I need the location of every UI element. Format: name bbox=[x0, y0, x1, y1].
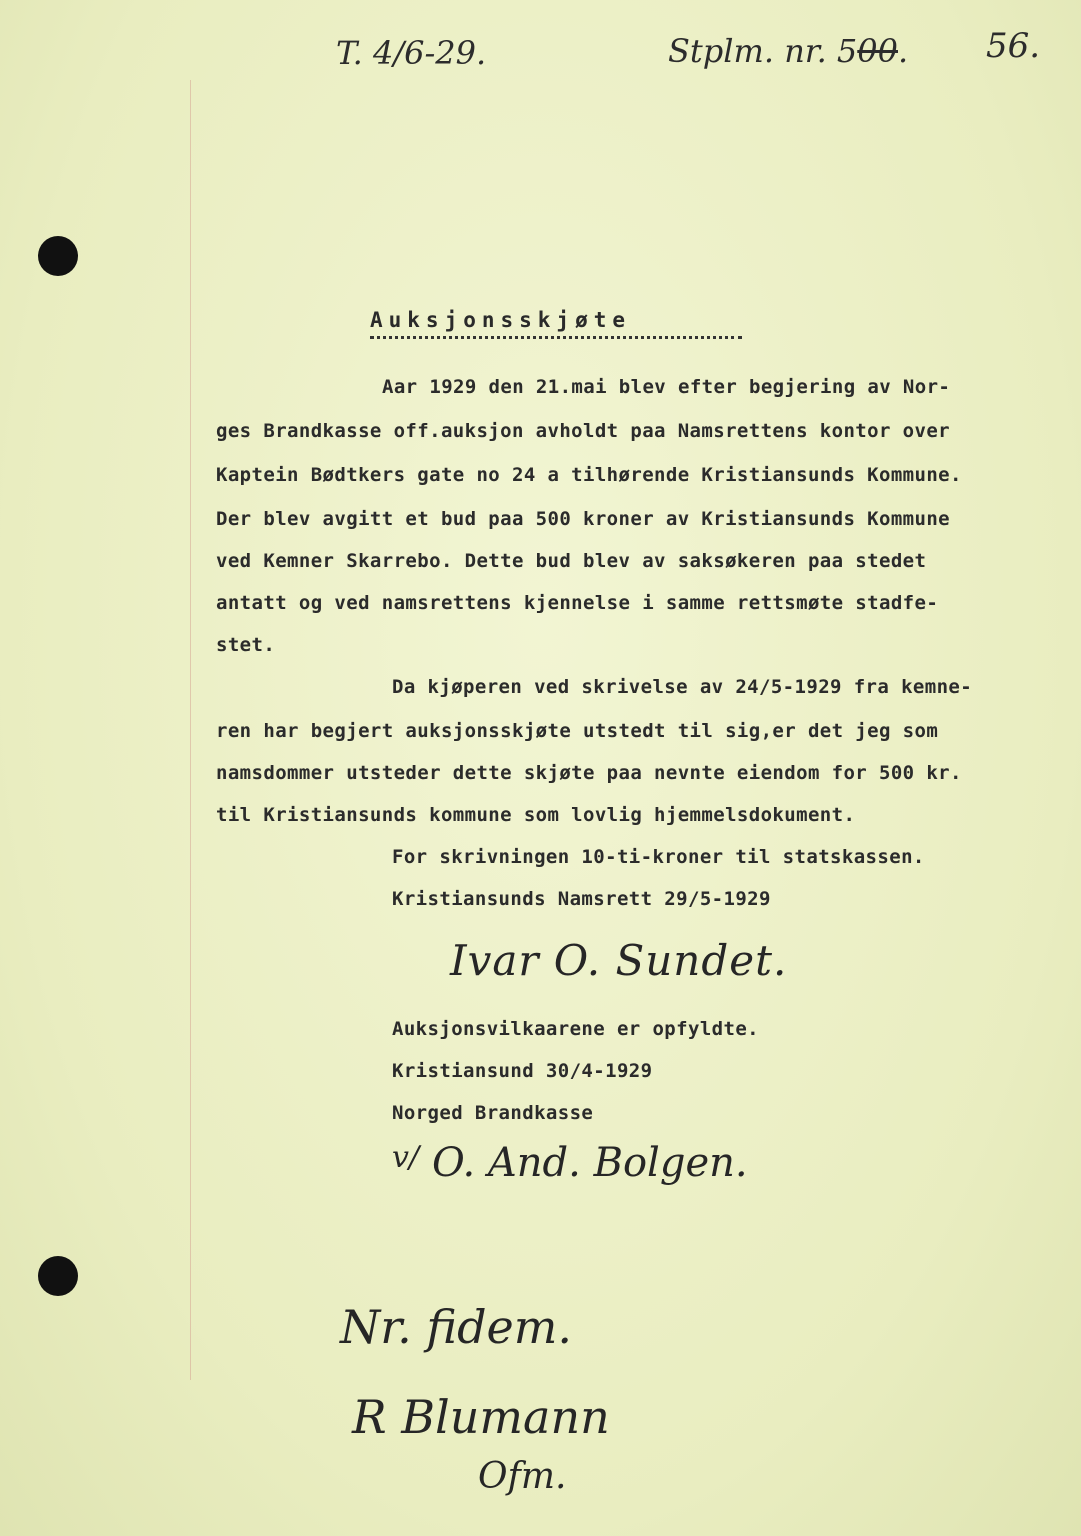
body-line-8: Da kjøperen ved skrivelse av 24/5-1929 fra kemne- bbox=[392, 676, 973, 698]
conditions-line-1: Auksjonsvilkaarene er opfyldte. bbox=[392, 1018, 760, 1040]
signature-2-prefix: v/ bbox=[392, 1140, 420, 1175]
punch-hole-bottom bbox=[38, 1256, 78, 1296]
body-line-10: namsdommer utsteder dette skjøte paa nevnte eiendom for 500 kr. bbox=[216, 762, 962, 784]
conditions-line-2: Kristiansund 30/4-1929 bbox=[392, 1060, 653, 1082]
body-line-5: ved Kemner Skarrebo. Dette bud blev av saksøkeren paa stedet bbox=[216, 550, 927, 572]
body-line-6: antatt og ved namsrettens kjennelse i samme rettsmøte stadfe- bbox=[216, 592, 939, 614]
signature-judge: Ivar O. Sundet. bbox=[450, 936, 788, 985]
register-text: Stplm. nr. 5 bbox=[668, 32, 858, 70]
body-line-1: Aar 1929 den 21.mai blev efter begjering av Nor- bbox=[382, 376, 951, 398]
conditions-line-3: Norged Brandkasse bbox=[392, 1102, 594, 1124]
handwritten-register bbox=[668, 32, 908, 70]
footer-note-title: Ofm. bbox=[478, 1456, 567, 1497]
footer-note-fidem: Nr. fidem. bbox=[340, 1300, 573, 1354]
body-line-4: Der blev avgitt et bud paa 500 kroner av Kristiansunds Kommune bbox=[216, 508, 951, 530]
page-number: 56. bbox=[986, 26, 1041, 66]
body-line-12: For skrivningen 10-ti-kroner til statskassen. bbox=[392, 846, 925, 868]
margin-line bbox=[190, 80, 191, 1380]
register-struck: 00 bbox=[857, 32, 898, 70]
body-line-13: Kristiansunds Namsrett 29/5-1929 bbox=[392, 888, 771, 910]
title-underline bbox=[370, 336, 742, 339]
body-line-11: til Kristiansunds kommune som lovlig hjemmelsdokument. bbox=[216, 804, 856, 826]
punch-hole-top bbox=[38, 236, 78, 276]
body-line-3: Kaptein Bødtkers gate no 24 a tilhørende Kristiansunds Kommune. bbox=[216, 464, 962, 486]
body-line-2: ges Brandkasse off.auksjon avholdt paa Namsrettens kontor over bbox=[216, 420, 951, 442]
signature-brandkasse: O. And. Bolgen. bbox=[432, 1140, 748, 1186]
handwritten-date: T. 4/6-29. bbox=[336, 34, 487, 72]
body-line-9: ren har begjert auksjonsskjøte utstedt til sig,er det jeg som bbox=[216, 720, 939, 742]
body-line-7: stet. bbox=[216, 634, 276, 656]
register-end: . bbox=[898, 32, 909, 70]
document-title: Auksjonsskjøte bbox=[370, 308, 632, 332]
footer-signature: R Blumann bbox=[352, 1390, 610, 1444]
